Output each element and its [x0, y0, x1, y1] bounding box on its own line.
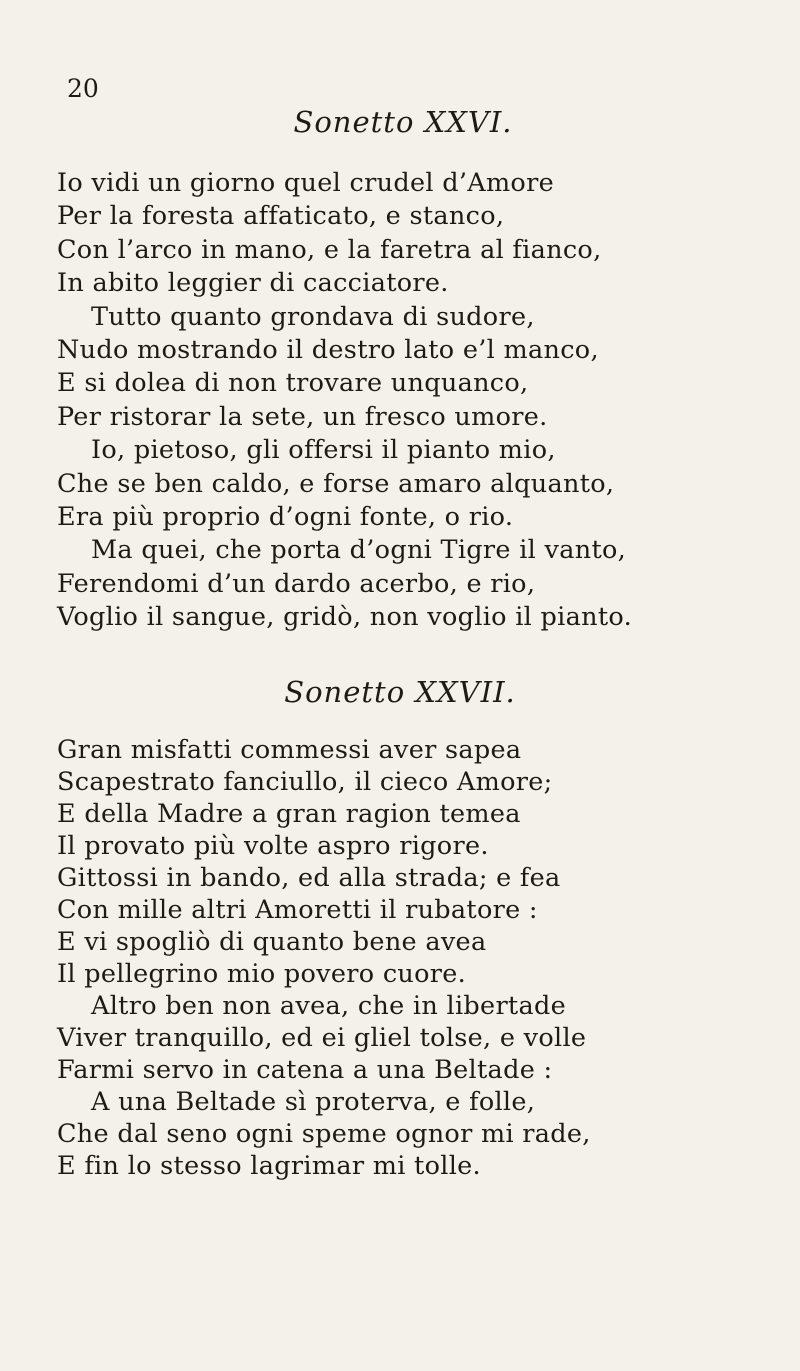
verse-line: Il provato più volte aspro rigore. — [57, 831, 489, 861]
verse-line: E si dolea di non trovare unquanco, — [57, 368, 529, 399]
sonnet-body — [57, 167, 797, 634]
verse-line: E vi spogliò di quanto bene avea — [57, 927, 487, 957]
verse-line: Altro ben non avea, che in libertade — [91, 991, 566, 1021]
verse-line: Gittossi in bando, ed alla strada; e fea — [57, 863, 561, 893]
verse-line: Tutto quanto grondava di sudore, — [91, 301, 535, 332]
sonnet-body — [57, 734, 797, 1182]
verse-line: In abito leggier di cacciatore. — [57, 268, 449, 299]
verse-line: Voglio il sangue, gridò, non voglio il pianto. — [57, 602, 632, 633]
verse-line: Farmi servo in catena a una Beltade : — [57, 1055, 553, 1085]
verse-line: E fin lo stesso lagrimar mi tolle. — [57, 1151, 481, 1181]
verse-line: Io, pietoso, gli offersi il pianto mio, — [91, 435, 556, 466]
verse-line: Nudo mostrando il destro lato e’l manco, — [57, 334, 599, 365]
verse-line: Che se ben caldo, e forse amaro alquanto, — [57, 468, 615, 499]
verse-line: Gran misfatti commessi aver sapea — [57, 735, 522, 765]
verse-line: Ferendomi d’un dardo acerbo, e rio, — [57, 568, 536, 599]
verse-line: A una Beltade sì proterva, e folle, — [91, 1087, 536, 1117]
sonnet-title: Sonetto XXVII. — [284, 675, 516, 709]
verse-line: Per la foresta affaticato, e stanco, — [57, 201, 505, 232]
sonnet-title: Sonetto XXVI. — [293, 105, 513, 139]
verse-line: Ma quei, che porta d’ogni Tigre il vanto, — [91, 535, 627, 566]
verse-line: E della Madre a gran ragion temea — [57, 799, 521, 829]
verse-line: Per ristorar la sete, un fresco umore. — [57, 401, 548, 432]
verse-line: Viver tranquillo, ed ei gliel tolse, e volle — [57, 1023, 587, 1053]
verse-line: Il pellegrino mio povero cuore. — [57, 959, 467, 989]
verse-line: Era più proprio d’ogni fonte, o rio. — [57, 501, 514, 532]
verse-line: Con mille altri Amoretti il rubatore : — [57, 895, 538, 925]
verse-line: Con l’arco in mano, e la faretra al fianco, — [57, 234, 602, 265]
verse-line: Io vidi un giorno quel crudel d’Amore — [57, 168, 554, 198]
verse-line: Che dal seno ogni speme ognor mi rade, — [57, 1119, 591, 1149]
verse-line: Scapestrato fanciullo, il cieco Amore; — [57, 767, 553, 797]
page-number: 20 — [67, 74, 99, 103]
